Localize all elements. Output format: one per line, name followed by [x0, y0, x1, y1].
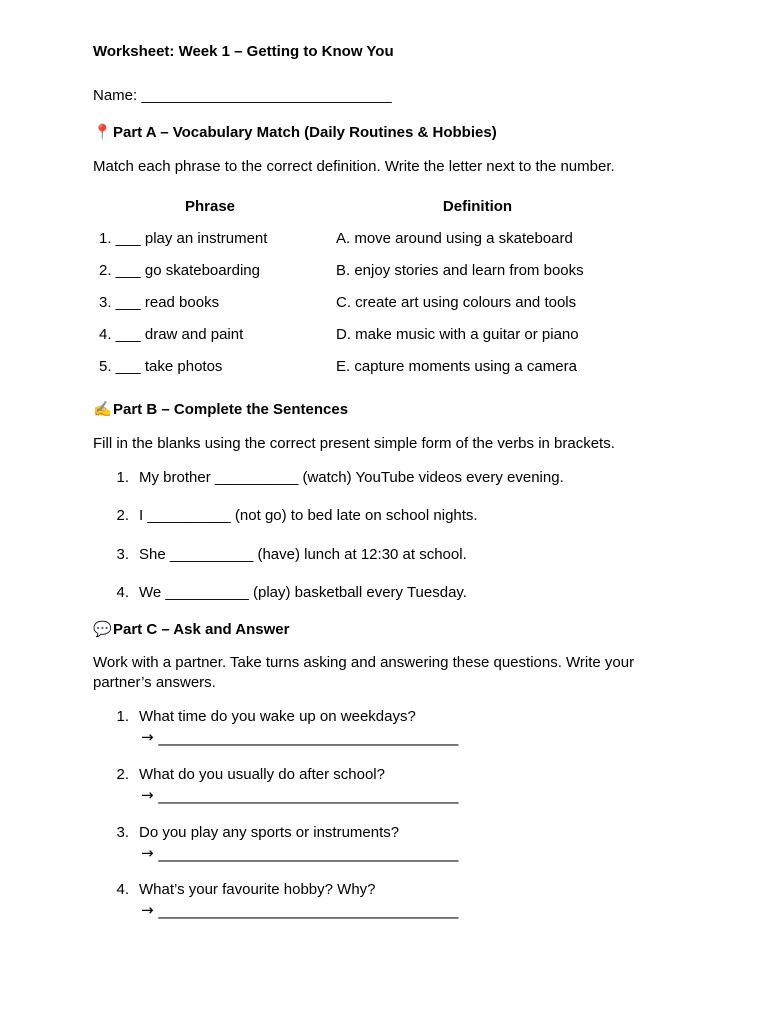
part-b-heading-row	[93, 400, 348, 418]
worksheet-title: Worksheet: Week 1 – Getting to Know You	[93, 43, 394, 60]
definition-row: C. create art using colours and tools	[336, 294, 577, 311]
part-c-instructions-line-1: Work with a partner. Take turns asking and answering these questions. Write your	[93, 654, 635, 671]
item-number: 1.	[116, 469, 129, 486]
question-item	[107, 824, 667, 868]
column-header-definition: Definition	[442, 198, 513, 215]
part-c-instructions-line-2: partner’s answers.	[93, 674, 216, 691]
sentence-item[interactable]	[107, 584, 667, 604]
sentence-text: She __________ (have) lunch at 12:30 at school.	[139, 546, 467, 563]
phrase-row[interactable]: 3. ___ read books	[99, 294, 220, 311]
item-number: 3.	[116, 824, 129, 841]
column-header-phrase: Phrase	[184, 198, 236, 215]
part-a-heading: Part A – Vocabulary Match (Daily Routines & Hobbies)	[113, 124, 497, 141]
part-b-heading: Part B – Complete the Sentences	[113, 401, 349, 418]
item-number: 3.	[116, 546, 129, 563]
item-number: 4.	[116, 584, 129, 601]
answer-line[interactable]: → ________________________________________	[141, 901, 459, 919]
phrase-row[interactable]: 1. ___ play an instrument	[99, 230, 268, 247]
part-a-instructions: Match each phrase to the correct definition. Write the letter next to the number.	[93, 158, 615, 175]
part-c-heading: Part C – Ask and Answer	[113, 621, 290, 638]
question-item	[107, 766, 667, 810]
item-number: 4.	[116, 881, 129, 898]
question-text: What’s your favourite hobby? Why?	[139, 881, 376, 898]
question-text: Do you play any sports or instruments?	[139, 824, 400, 841]
definition-row: A. move around using a skateboard	[336, 230, 573, 247]
question-text: What time do you wake up on weekdays?	[139, 708, 416, 725]
writing-hand-icon: ✍️	[93, 400, 112, 418]
question-item	[107, 708, 667, 752]
definition-row: D. make music with a guitar or piano	[336, 326, 579, 343]
sentence-item[interactable]	[107, 469, 667, 489]
part-c-heading-row	[93, 620, 289, 638]
part-a-heading-row	[93, 123, 497, 141]
sentence-text: We __________ (play) basketball every Tuesday.	[139, 584, 467, 601]
item-number: 1.	[116, 708, 129, 725]
part-b-instructions: Fill in the blanks using the correct present simple form of the verbs in brackets.	[93, 435, 615, 452]
phrase-row[interactable]: 4. ___ draw and paint	[99, 326, 244, 343]
sentence-item[interactable]	[107, 546, 667, 566]
name-field[interactable]: Name: ______________________________	[93, 87, 392, 104]
definition-row: B. enjoy stories and learn from books	[336, 262, 584, 279]
item-number: 2.	[116, 766, 129, 783]
speech-bubble-icon: 💬	[93, 620, 112, 638]
sentence-text: My brother __________ (watch) YouTube videos every evening.	[139, 469, 564, 486]
definition-row: E. capture moments using a camera	[336, 358, 577, 375]
question-item	[107, 881, 667, 925]
item-number: 2.	[116, 507, 129, 524]
pin-icon: 📍	[93, 123, 112, 141]
answer-line[interactable]: → ________________________________________	[141, 728, 459, 746]
question-text: What do you usually do after school?	[139, 766, 385, 783]
phrase-row[interactable]: 2. ___ go skateboarding	[99, 262, 260, 279]
answer-line[interactable]: → ________________________________________	[141, 844, 459, 862]
sentence-item[interactable]	[107, 507, 667, 527]
sentence-text: I __________ (not go) to bed late on school nights.	[139, 507, 478, 524]
answer-line[interactable]: → ________________________________________	[141, 786, 459, 804]
phrase-row[interactable]: 5. ___ take photos	[99, 358, 223, 375]
